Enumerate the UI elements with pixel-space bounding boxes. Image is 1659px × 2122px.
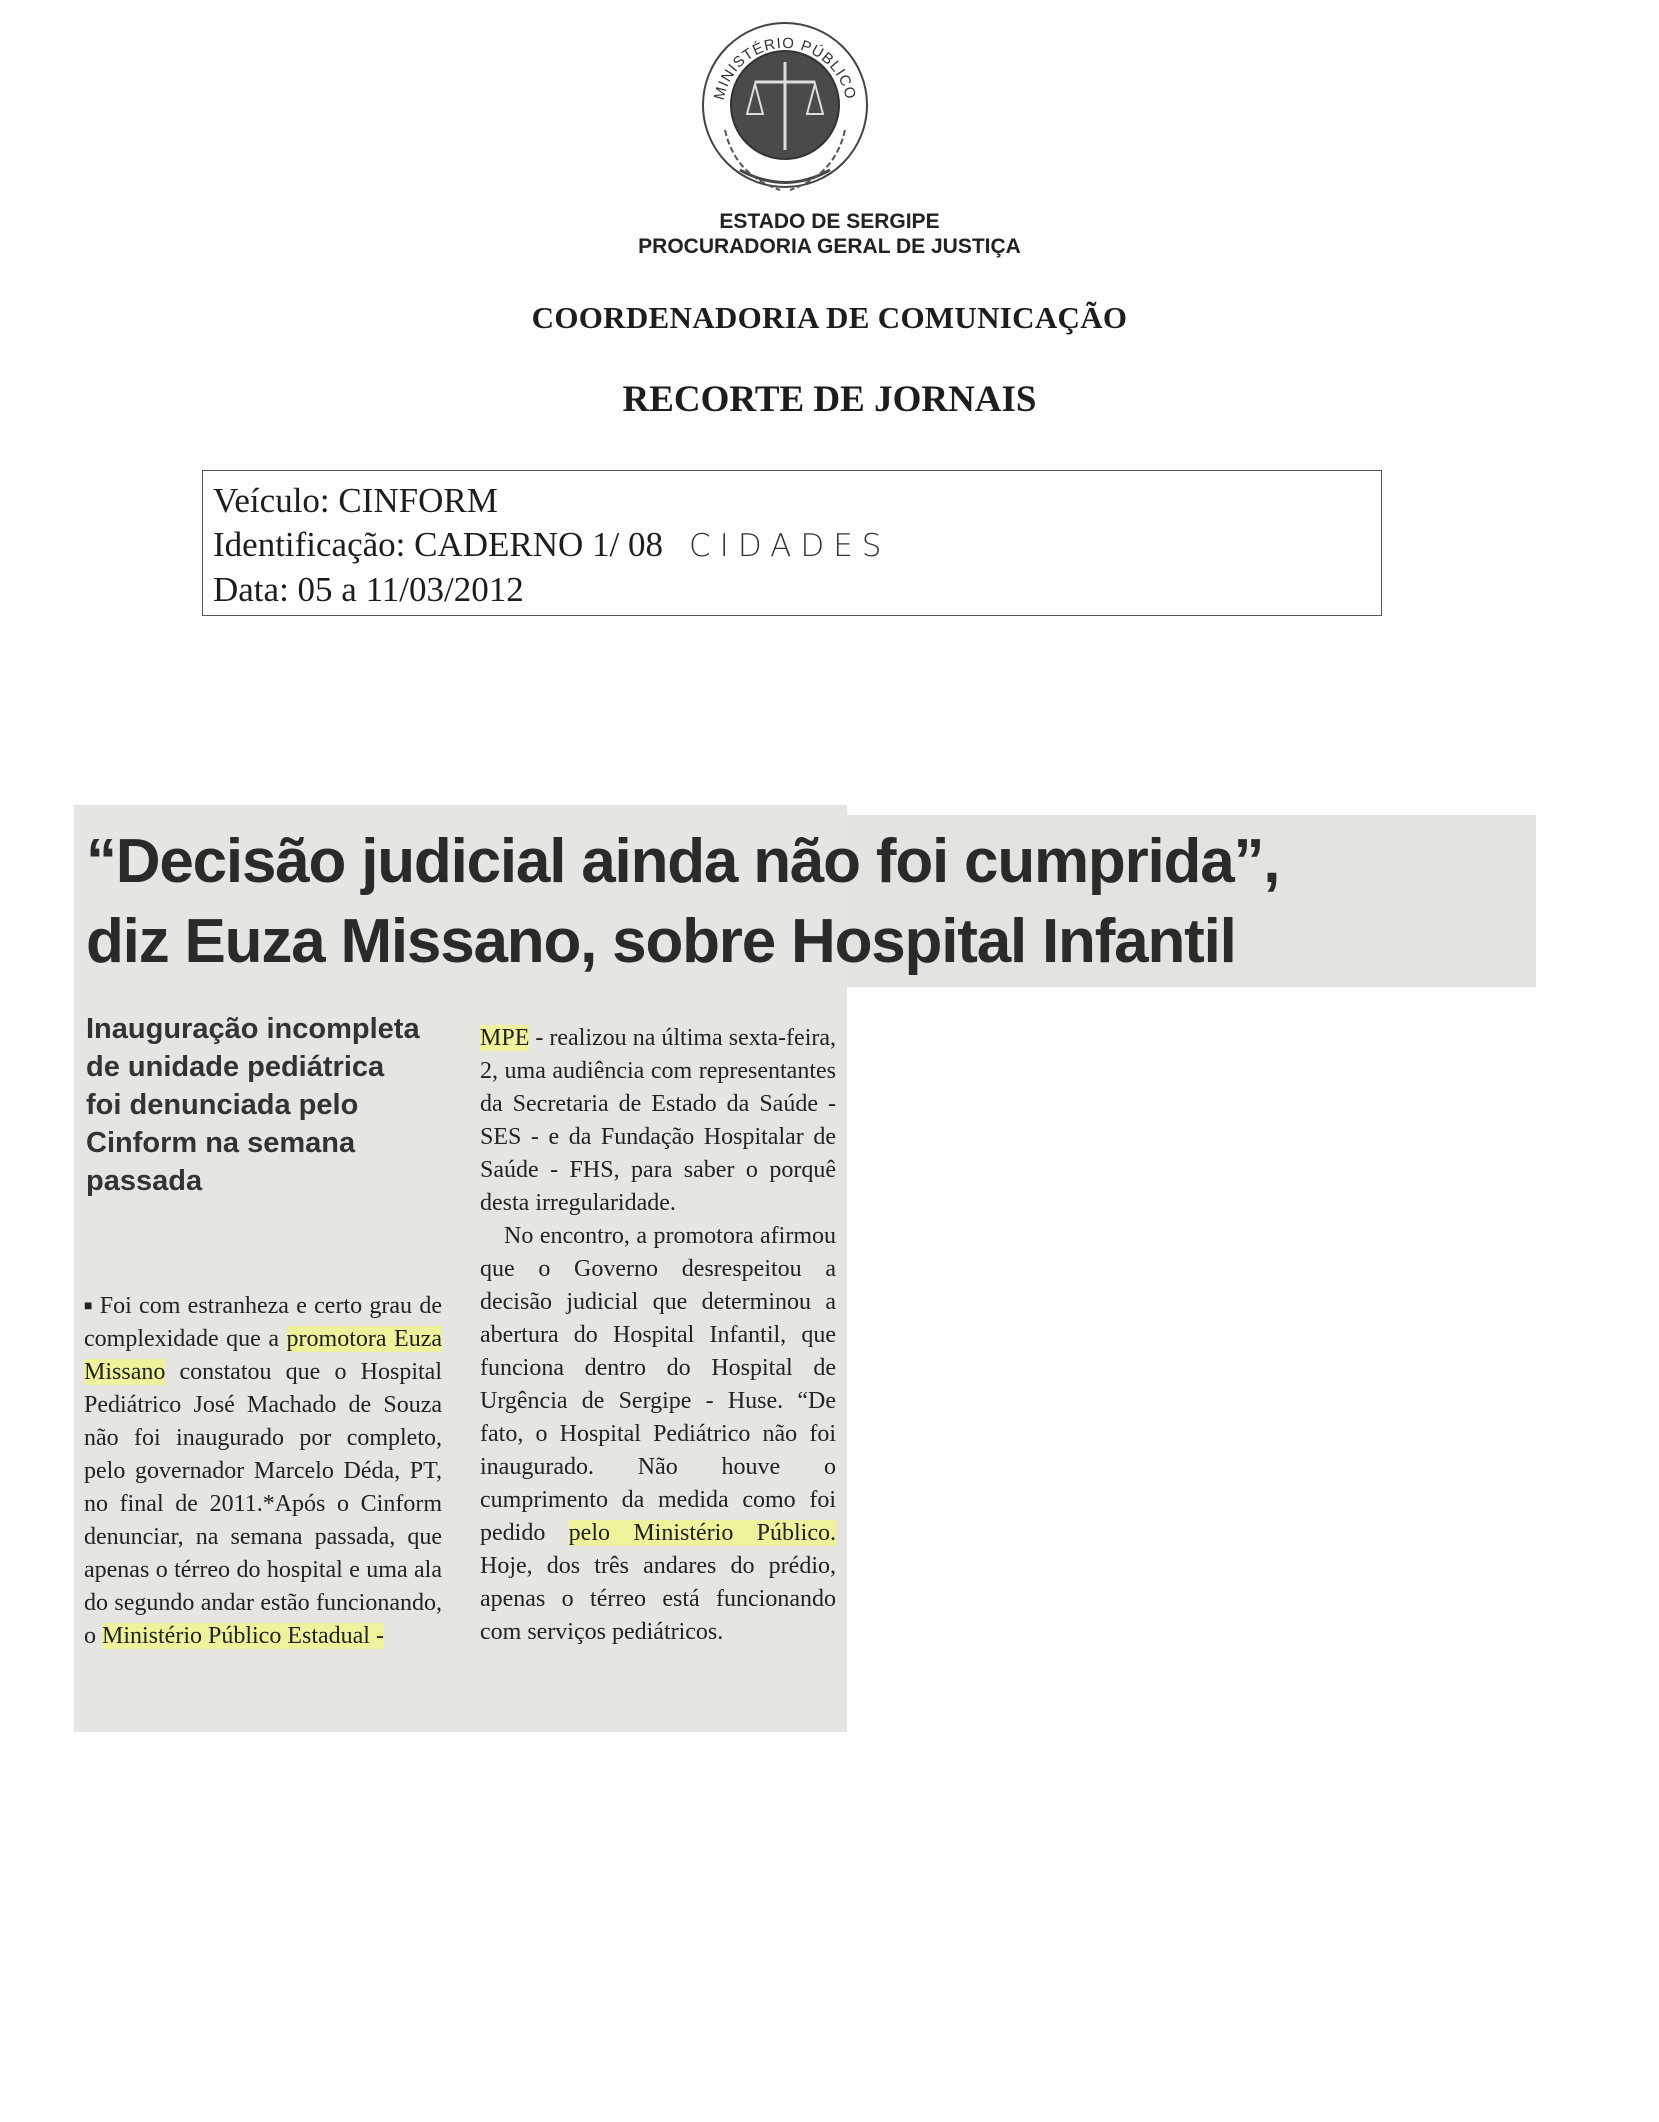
article-column-2 — [480, 1022, 836, 1649]
highlight-ministerio-publico: pelo Ministério Público. — [568, 1520, 837, 1546]
headline-line-1: “Decisão judicial ainda não foi cumprida”, — [86, 827, 1280, 896]
ministerio-publico-seal — [685, 10, 885, 210]
col2-text-b: No encontro, a promotora afirmou que o Governo desrespeitou a decisão judicial que determinou a abertura do Hospital Infantil, que funciona dentro do Hospital de Urgência de Sergipe - Huse. “De fato, o Hospital Pediátrico não foi inaugurado. Não houve o cumprimento da medida como foi pedido — [480, 1223, 836, 1546]
headline-line-2: diz Euza Missano, sobre Hospital Infantil — [86, 907, 1236, 976]
article-headline — [86, 822, 1279, 982]
col1-text-a: Foi com estranheza e certo grau de complexidade que a — [84, 1293, 442, 1352]
seal-text: MINISTÉRIO PÚBLICO — [710, 34, 860, 102]
highlight-promotora: promotora Euza Missano — [84, 1326, 443, 1385]
handwritten-section: CIDADES — [689, 528, 891, 564]
vehicle-line: Veículo: CINFORM — [213, 481, 498, 520]
col2-text-a: - realizou na última sexta-feira, 2, uma audiência com representantes da Secretaria de Estado da Saúde - SES - e da Fundação Hospitalar de Saúde - FHS, para saber o porquê desta irregularidade. — [480, 1025, 836, 1216]
highlight-ministerio-estadual: Ministério Público Estadual - — [102, 1623, 384, 1649]
col2-text-c: Hoje, dos três andares do prédio, apenas o térreo está funcionando com serviços pediátricos. — [480, 1553, 836, 1645]
institution-state: ESTADO DE SERGIPE — [719, 210, 940, 233]
clipping-info-box — [202, 470, 1382, 616]
institution-name: PROCURADORIA GERAL DE JUSTIÇA — [638, 235, 1021, 258]
highlight-mpe: MPE — [480, 1025, 530, 1051]
document-title: RECORTE DE JORNAIS — [622, 379, 1037, 420]
identification-text: Identificação: CADERNO 1/ 08 — [213, 525, 664, 564]
article-subheadline: Inauguração incompleta de unidade pediátrica foi denunciada pelo Cinform na semana passada — [86, 1013, 420, 1197]
identification-line — [213, 523, 1371, 568]
date-line: Data: 05 a 11/03/2012 — [213, 570, 524, 609]
article-column-1 — [84, 1290, 442, 1653]
col1-text-b: constatou que o Hospital Pediátrico José Machado de Souza não foi inaugurado por completo, pelo governador Marcelo Déda, PT, no final de 2011.*Após o Cinform denunciar, na semana passada, que apenas o térreo do hospital e uma ala do segundo andar estão funcionando, o — [84, 1359, 442, 1649]
bullet-icon: ■ — [84, 1299, 94, 1314]
department-title: COORDENADORIA DE COMUNICAÇÃO — [531, 300, 1128, 335]
